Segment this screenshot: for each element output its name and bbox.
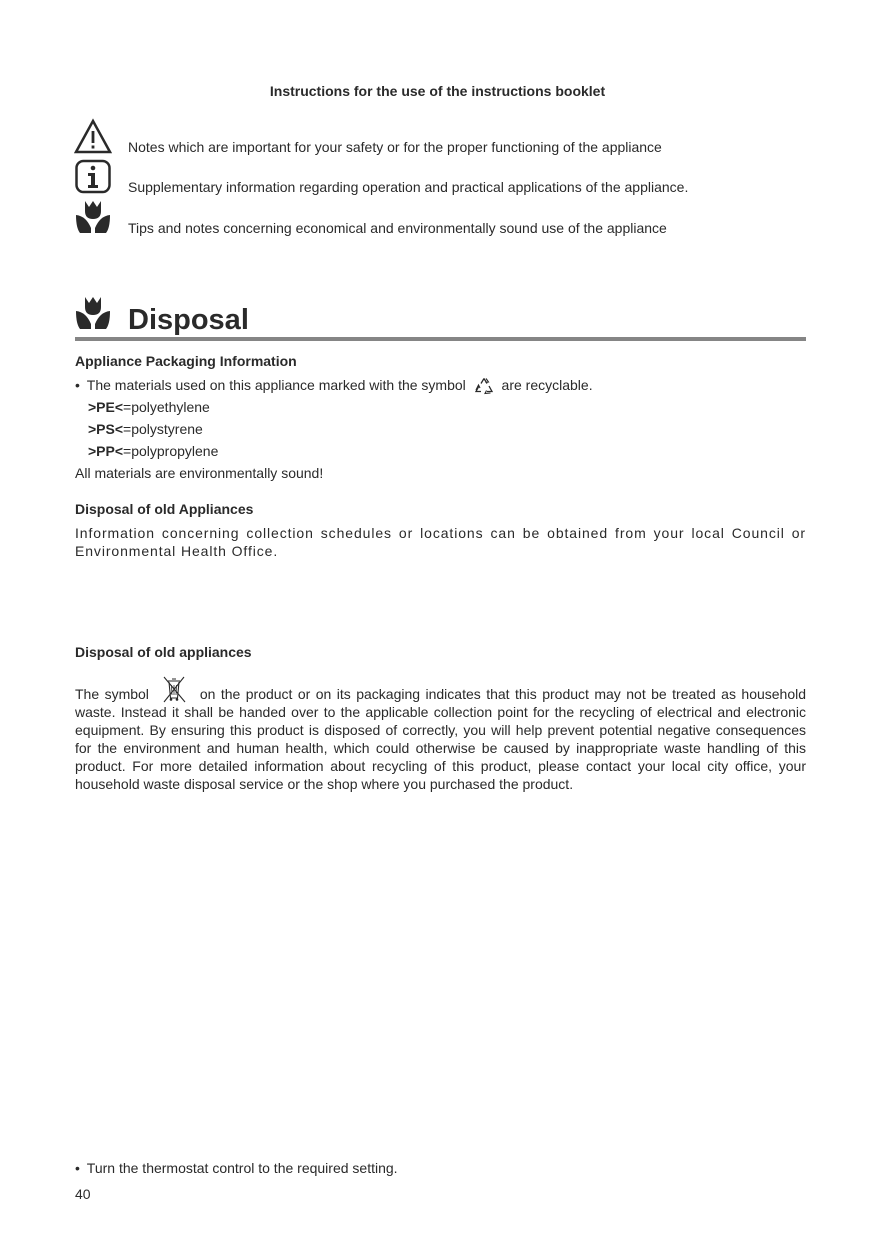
bullet: • xyxy=(75,377,80,393)
material-item xyxy=(88,399,210,415)
material-name: =polyethylene xyxy=(123,399,210,415)
legend-info-text: Supplementary information regarding operation and practical applications of the appliance. xyxy=(128,179,689,195)
thermostat-note-text: Turn the thermostat control to the required setting. xyxy=(86,1160,398,1176)
info-icon xyxy=(74,158,112,196)
material-item xyxy=(88,443,218,459)
booklet-instructions-title: Instructions for the use of the instructions booklet xyxy=(269,83,606,99)
bullet: • xyxy=(75,1160,80,1176)
weee-heading: Disposal of old appliances xyxy=(75,644,252,660)
packaging-text-after: are recyclable. xyxy=(501,377,593,393)
old-appliances-text: Information concerning collection schedules or locations can be obtained from your local Council or Environmental Health Office. xyxy=(75,525,806,559)
page-number: 40 xyxy=(75,1186,91,1202)
old-appliances-heading: Disposal of old Appliances xyxy=(75,501,254,517)
material-item xyxy=(88,421,203,437)
tulip-eco-icon xyxy=(74,294,112,332)
packaging-heading: Appliance Packaging Information xyxy=(75,353,297,369)
recycling-icon xyxy=(474,377,494,395)
material-code: >PE< xyxy=(88,399,124,415)
packaging-closing-text: All materials are environmentally sound! xyxy=(75,465,324,481)
thermostat-note xyxy=(75,1160,398,1176)
legend-safety-text: Notes which are important for your safety or for the proper functioning of the appliance xyxy=(128,139,662,155)
material-name: =polystyrene xyxy=(123,421,203,437)
material-code: >PP< xyxy=(88,443,124,459)
packaging-text-before: The materials used on this appliance marked with the symbol xyxy=(86,377,466,393)
section-title: Disposal xyxy=(128,304,249,336)
weee-text-after: on the product or on its packaging indicates that this product may not be treated as household waste. Instead it shall be handed over to the applicable collection point for the recycling of electrical and electronic equipment. By ensuring this product is disposed of correctly, you will help prevent potential negative consequences for the environment and human health, which could otherwise be caused by inappropriate waste handling of this product. For more detailed information about recycling of this product, please contact your local city office, your household waste disposal service or the shop where you purchased the product. xyxy=(75,686,807,792)
material-name: =polypropylene xyxy=(123,443,219,459)
weee-paragraph xyxy=(75,686,806,794)
warning-triangle-icon xyxy=(74,118,112,156)
tulip-eco-icon xyxy=(74,198,112,236)
legend-eco-text: Tips and notes concerning economical and environmentally sound use of the appliance xyxy=(128,220,667,236)
packaging-bullet-line xyxy=(75,377,593,395)
weee-text-before: The symbol xyxy=(75,686,149,702)
section-divider xyxy=(75,337,806,341)
crossed-bin-icon xyxy=(160,674,188,704)
material-code: >PS< xyxy=(88,421,124,437)
